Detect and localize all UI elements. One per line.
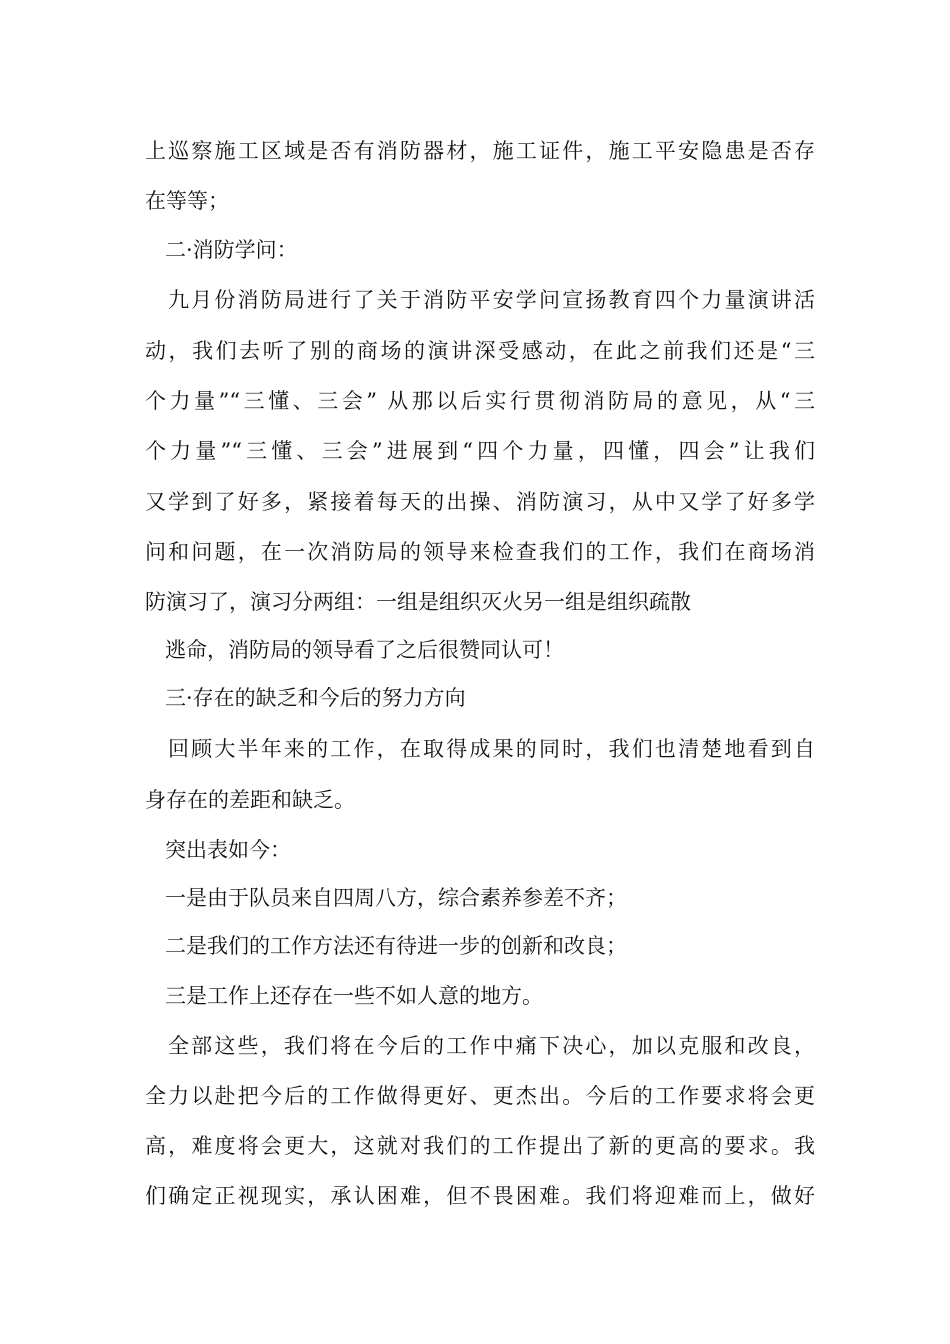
- list-item: 三是工作上还存在一些不如人意的地方。: [165, 984, 543, 1008]
- list-item: 一是由于队员来自四周八方，综合素养参差不齐；: [165, 886, 627, 910]
- section-heading: 二·消防学问：: [165, 238, 298, 262]
- paragraph-line: 问和问题，在一次消防局的领导来检查我们的工作，我们在商场消: [145, 540, 815, 564]
- paragraph-line: 身存在的差距和缺乏。: [145, 788, 355, 812]
- section-heading: 三·存在的缺乏和今后的努力方向: [165, 686, 466, 710]
- paragraph-line: 逃命，消防局的领导看了之后很赞同认可！: [165, 638, 564, 662]
- paragraph-line: 个力量”“三懂、三会” 从那以后实行贯彻消防局的意见，从“三: [145, 389, 815, 413]
- list-item: 二是我们的工作方法还有待进一步的创新和改良；: [165, 934, 627, 958]
- paragraph-line: 突出表如今：: [165, 838, 291, 862]
- paragraph-line: 上巡察施工区域是否有消防器材，施工证件，施工平安隐患是否存: [145, 139, 815, 163]
- paragraph-line: 全部这些，我们将在今后的工作中痛下决心，加以克服和改良，: [168, 1034, 815, 1058]
- paragraph-line: 们确定正视现实，承认困难，但不畏困难。我们将迎难而上，做好: [145, 1184, 815, 1208]
- paragraph-line: 全力以赴把今后的工作做得更好、更杰出。今后的工作要求将会更: [145, 1084, 815, 1108]
- paragraph-line: 防演习了，演习分两组：一组是组织灭火另一组是组织疏散: [145, 590, 691, 614]
- paragraph-line: 又学到了好多，紧接着每天的出操、消防演习，从中又学了好多学: [145, 490, 815, 514]
- paragraph-line: 在等等；: [145, 189, 229, 213]
- paragraph-line: 动，我们去听了别的商场的演讲深受感动，在此之前我们还是“三: [145, 339, 815, 363]
- paragraph-line: 高，难度将会更大，这就对我们的工作提出了新的更高的要求。我: [145, 1134, 815, 1158]
- paragraph-line: 九月份消防局进行了关于消防平安学问宣扬教育四个力量演讲活: [168, 288, 815, 312]
- paragraph-line: 个力量”“三懂、三会”进展到“四个力量，四懂，四会”让我们: [145, 439, 815, 463]
- paragraph-line: 回顾大半年来的工作，在取得成果的同时，我们也清楚地看到自: [168, 737, 815, 761]
